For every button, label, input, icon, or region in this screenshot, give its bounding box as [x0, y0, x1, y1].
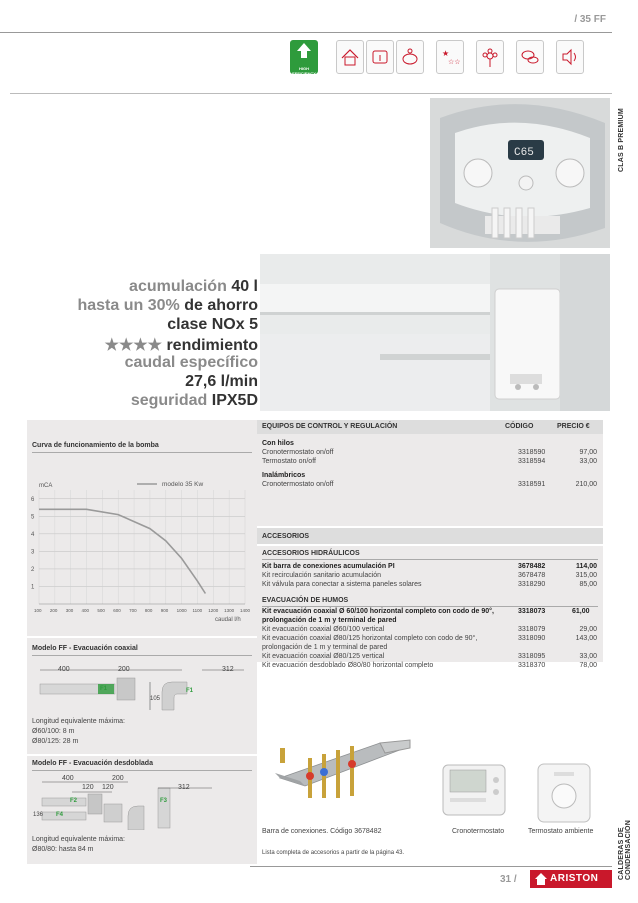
- hero-line-light: caudal específico: [124, 354, 258, 371]
- inalambricos: Inalámbricos: [262, 472, 306, 479]
- split-dim-400: 400: [62, 775, 74, 782]
- y-tick-label: 3: [31, 549, 35, 556]
- hero-line: [167, 316, 258, 334]
- hero-line: [105, 335, 258, 355]
- row-desc: Kit recirculación sanitario acumulación: [262, 572, 382, 579]
- col-code: CÓDIGO: [505, 423, 534, 430]
- icon-rule: [10, 93, 612, 94]
- x-tick-label: 300: [65, 608, 74, 613]
- side-label-top: CLAS B PREMIUM: [618, 108, 625, 172]
- row-desc: Kit barra de conexiones acumulación PI: [262, 563, 395, 570]
- chronothermostat-photo: [440, 760, 510, 820]
- kitchen-photo: [260, 254, 610, 411]
- x-tick-label: 100: [34, 608, 42, 613]
- badge-line2: EFFICIENCY: [292, 71, 316, 76]
- chat-icon: [516, 40, 544, 74]
- x-tick-label: 900: [160, 608, 169, 613]
- piggy-bank-icon: [396, 40, 424, 74]
- page-title: / 35 FF: [574, 14, 606, 25]
- split-equiv-1: Ø80/80: hasta 84 m: [32, 846, 94, 853]
- split-heading: Modelo FF - Evacuación desdoblada: [32, 760, 153, 767]
- coaxial-dim-312: 312: [222, 666, 234, 673]
- split-f4-label: F4: [56, 812, 64, 818]
- row-price: 114,00: [575, 563, 597, 570]
- split-dim-120b: 120: [102, 784, 114, 791]
- caption-barra: Barra de conexiones. Código 3678482: [262, 828, 382, 835]
- x-tick-label: 800: [144, 608, 153, 613]
- hero-line-light: hasta un 30%: [77, 297, 180, 314]
- room-thermostat-photo: [530, 760, 600, 824]
- coaxial-dim-200: 200: [118, 666, 130, 673]
- row-code: 3318079: [518, 626, 546, 633]
- hero-line-light: acumulación: [129, 278, 227, 295]
- x-tick-label: 1100: [192, 608, 203, 613]
- page-number: 31 /: [500, 874, 517, 885]
- caption-lista: Lista completa de accesorios a partir de la página 43.: [262, 850, 405, 856]
- row-code: 3318090: [518, 635, 546, 642]
- high-efficiency-badge: [290, 40, 318, 74]
- x-tick-label: 1200: [208, 608, 219, 613]
- col-price: PRECIO €: [557, 423, 590, 430]
- evac-main-price: 61,00: [572, 608, 590, 615]
- split-f2-label: F2: [70, 798, 78, 804]
- hero-line-dark: 27,6 l/min: [185, 373, 258, 390]
- row-price: 210,00: [575, 481, 597, 488]
- acc-hidr-rule: [262, 559, 598, 560]
- coaxial-dim-400: 400: [58, 666, 70, 673]
- evac-humos: EVACUACIÓN DE HUMOS: [262, 597, 349, 604]
- row-desc: Cronotermostato on/off: [262, 449, 334, 456]
- row-desc: prolongación de 1 m y terminal de pared: [262, 644, 388, 651]
- row-code: 3318290: [518, 581, 546, 588]
- x-tick-label: 700: [129, 608, 137, 613]
- header-rule: [0, 32, 612, 33]
- hero-line-dark: clase NOx 5: [167, 316, 258, 333]
- row-price: 143,00: [575, 635, 597, 642]
- row-price: 97,00: [579, 449, 597, 456]
- house-icon: [336, 40, 364, 74]
- y-tick-label: 4: [31, 531, 35, 538]
- split-dim-312: 312: [178, 784, 190, 791]
- row-price: 33,00: [579, 653, 597, 660]
- hero-line-dark: IPX5D: [211, 392, 258, 409]
- split-dim-120a: 120: [82, 784, 94, 791]
- row-desc: Kit evacuación coaxial Ø80/125 horizontal completo con codo de 90°,: [262, 635, 478, 642]
- evac-rule: [262, 606, 598, 607]
- y-tick-label: 6: [31, 496, 35, 503]
- top-bar: [0, 0, 638, 34]
- coaxial-f1-label: F1: [100, 686, 108, 692]
- coaxial-dim-105: 105: [150, 696, 161, 702]
- y-unit-label: mCA: [39, 483, 53, 489]
- boiler-closeup-photo: [430, 98, 610, 248]
- hero-line-dark: 40 l: [231, 278, 258, 295]
- ariston-house-icon: [533, 870, 549, 888]
- row-code: 3678478: [518, 572, 546, 579]
- coaxial-f1b-label: F1: [186, 688, 194, 694]
- x-tick-label: 1000: [176, 608, 187, 613]
- row-desc: Kit evacuación coaxial Ø60/100 vertical: [262, 626, 385, 633]
- x-unit-label: caudal l/h: [215, 617, 241, 623]
- ariston-brand: ARISTON: [550, 873, 599, 884]
- coaxial-equiv-1: Ø60/100: 8 m: [32, 728, 75, 735]
- evac-main-1: Kit evacuación coaxial Ø 60/100 horizontal completo con codo de 90°,: [262, 608, 494, 615]
- row-price: 29,00: [579, 626, 597, 633]
- evac-main-code: 3318073: [518, 608, 546, 615]
- flower-icon: [476, 40, 504, 74]
- row-code: 3678482: [518, 563, 546, 570]
- split-heading-rule: [32, 770, 252, 771]
- x-tick-label: 1400: [240, 608, 251, 613]
- row-price: 78,00: [579, 662, 597, 669]
- caption-crono: Cronotermostato: [452, 828, 505, 835]
- x-tick-label: 1300: [224, 608, 235, 613]
- hero-line-dark: de ahorro: [184, 297, 258, 314]
- ariston-logo: [530, 870, 612, 888]
- x-tick-label: 400: [81, 608, 90, 613]
- y-tick-label: 1: [31, 584, 35, 591]
- hero-line: [185, 373, 258, 391]
- controls-title: EQUIPOS DE CONTROL Y REGULACIÓN: [262, 423, 398, 430]
- coaxial-equiv-title: Longitud equivalente máxima:: [32, 718, 126, 725]
- tap-icon: [366, 40, 394, 74]
- row-code: 3318370: [518, 662, 546, 669]
- x-tick-label: 200: [49, 608, 58, 613]
- y-tick-label: 2: [31, 566, 35, 573]
- boiler-display-text: C65: [514, 147, 534, 159]
- row-code: 3318594: [518, 458, 546, 465]
- connection-bar-photo: [260, 728, 420, 818]
- row-desc: Cronotermostato on/off: [262, 481, 334, 488]
- badge-line1: HIGH: [299, 66, 309, 71]
- svg-text:☆☆: ☆☆: [448, 59, 461, 66]
- pump-chart-heading-rule: [32, 452, 252, 453]
- coaxial-heading: Modelo FF - Evacuación coaxial: [32, 645, 138, 652]
- hero-line: [77, 297, 258, 315]
- coaxial-heading-rule: [32, 655, 252, 656]
- row-price: 315,00: [575, 572, 597, 579]
- footer-rule: [250, 866, 612, 867]
- row-desc: Kit evacuación coaxial Ø80/125 vertical: [262, 653, 385, 660]
- row-code: 3318591: [518, 481, 546, 488]
- x-tick-label: 600: [113, 608, 121, 613]
- split-dim-200: 200: [112, 775, 124, 782]
- speaker-icon: [556, 40, 584, 74]
- hero-line: [131, 392, 258, 410]
- side-label-bottom: CALDERAS DE CONDENSACIÓN: [618, 820, 632, 880]
- accesorios: ACCESORIOS: [262, 533, 310, 540]
- svg-text:★: ★: [442, 49, 450, 58]
- hero-line-light: seguridad: [130, 392, 208, 409]
- y-tick-label: 5: [31, 514, 35, 521]
- pump-chart-header: [27, 420, 257, 444]
- coaxial-equiv-2: Ø80/125: 28 m: [32, 738, 79, 745]
- row-desc: Termostato on/off: [262, 458, 316, 465]
- row-desc: Kit válvula para conectar a sistema paneles solares: [262, 581, 422, 588]
- row-desc: Kit evacuación desdoblado Ø80/80 horizontal completo: [262, 662, 434, 669]
- split-f3-label: F3: [160, 798, 168, 804]
- pump-chart: [27, 462, 257, 634]
- hero-line: [129, 278, 258, 296]
- con-hilos: Con hilos: [262, 440, 294, 447]
- split-diagram: [32, 774, 252, 830]
- evac-main-2: prolongación de 1 m y terminal de pared: [262, 617, 397, 624]
- x-tick-label: 500: [97, 608, 105, 613]
- row-price: 85,00: [579, 581, 597, 588]
- legend-label: modelo 35 Kw: [162, 481, 204, 488]
- row-code: 3318590: [518, 449, 546, 456]
- caption-termo: Termostato ambiente: [528, 828, 594, 835]
- stars-icon: [436, 40, 464, 74]
- pump-chart-heading: Curva de funcionamiento de la bomba: [32, 442, 159, 449]
- row-price: 33,00: [579, 458, 597, 465]
- split-dim-136: 136: [33, 812, 44, 818]
- split-equiv-title: Longitud equivalente máxima:: [32, 836, 126, 843]
- acc-hidraulicos: ACCESORIOS HIDRÁULICOS: [262, 550, 360, 557]
- up-arrow-icon: [291, 41, 317, 61]
- hero-line-light: ★★★★: [104, 337, 162, 354]
- row-code: 3318095: [518, 653, 546, 660]
- hero-line-dark: rendimiento: [166, 337, 258, 354]
- hero-line: [125, 354, 258, 372]
